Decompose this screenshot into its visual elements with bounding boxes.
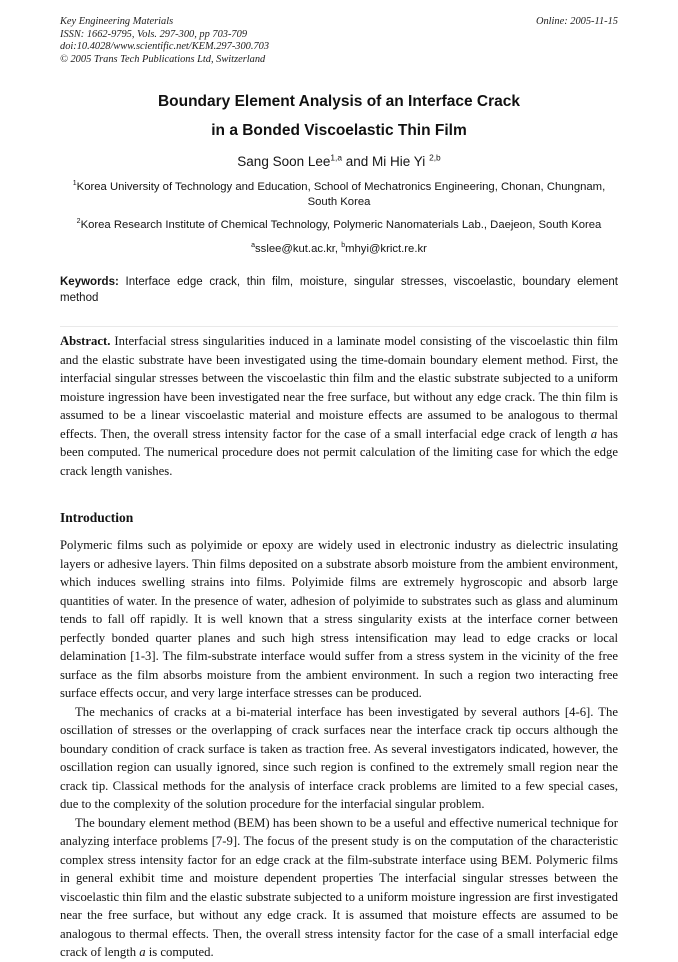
affiliation-1: $^1$Korea University of Technology and Education, School of Mechatronics Engineering, Chonan, Chungnam, South Korea <box>72 180 606 209</box>
journal-header-left <box>60 16 269 66</box>
abstract-paragraph <box>60 332 618 480</box>
intro-paragraph-1: Polymeric films such as polyimide or epoxy are widely used in electronic industry as dielectric insulating layers or adhesive layers. Thin films deposited on a substrate absorb moisture from the ambient environment, which induces swelling strains into films. Polyimide films are extremely hygroscopic and absorb large quantities of water. In the presence of water, adhesion of polyimide to substrates such as glass and aluminum tends to fall off rapidly. It is well known that a stress singularity exists at the interface corner between perfectly bonded quarter planes and such high stress intensification may lead to edge cracks or local delamination [1-3]. The film-substrate interface would suffer from a stress system in the vicinity of the free surface as the film absorbs moisture from the ambient environment. In such a region two interacting free surface effects occur, and very large interface stresses can be produced. <box>60 538 618 701</box>
authors-line: Sang Soon Lee$^{1,a}$ and Mi Hie Yi $^{2,b}$ <box>237 152 441 170</box>
online-date: Online: 2005-11-15 <box>535 16 618 27</box>
title-block <box>60 87 618 257</box>
keywords-text: Interface edge crack, thin film, moisture, singular stresses, viscoelastic, boundary element method <box>60 276 618 305</box>
journal-header <box>60 16 618 66</box>
affiliation-2: $^2$Korea Research Institute of Chemical Technology, Polymeric Nanomaterials Lab., Daejeon, South Korea <box>76 218 602 232</box>
emails-line: $^a$sslee@kut.ac.kr, $^b$mhyi@krict.re.kr <box>251 242 427 256</box>
journal-title: Key Engineering Materials <box>60 16 174 27</box>
copyright-line: © 2005 Trans Tech Publications Ltd, Switzerland <box>60 53 266 65</box>
paper-title-line1: Boundary Element Analysis of an Interface Crack <box>157 93 521 111</box>
separator-line <box>60 326 618 327</box>
keywords-label: Keywords: <box>60 276 119 289</box>
paper-title-line2: in a Bonded Viscoelastic Thin Film <box>211 122 467 140</box>
abstract-label: Abstract. <box>60 334 111 349</box>
doi-line: doi:10.4028/www.scientific.net/KEM.297-300.703 <box>60 41 270 53</box>
section-heading-introduction: Introduction <box>60 510 134 526</box>
intro-paragraph-3: The boundary element method (BEM) has been shown to be a useful and effective numerical technique for analyzing interface problems [7-9]. The focus of the present study is on the computation of the characteristic complex stress intensity factor for an edge crack at the film-substrate interface using BEM. Polymeric films in general exhibit time and moisture dependent properties The interfacial singular stresses between the viscoelastic thin film and the elastic substrate subjected to a uniform moisture ingression are first investigated near the free surface, but without any edge crack. It is assumed that moisture effects are assumed to be analogous to thermal effects. Then, the overall stress intensity factor for the case of a small interfacial edge crack of length a is computed. <box>60 815 618 960</box>
intro-paragraph-2: The mechanics of cracks at a bi-material interface has been investigated by several authors [4-6]. The oscillation of stresses or the overlapping of crack surfaces near the interface crack tip occurs although the boundary condition of crack surface is taken as traction free. As several investigators indicated, however, the oscillation region can usually ignored, since such region is confined to the extremely small region near the crack tip. Classical methods for the analysis of interface crack problems are limited to a few special cases, due to the complexity of the solution procedure for the interfacial singular problem. <box>60 704 618 812</box>
abstract-text: Interfacial stress singularities induced in a laminate model consisting of the viscoelastic thin film and the elastic substrate have been investigated using the time-domain boundary element method. First, the interfacial singular stresses between the viscoelastic thin film and the elastic substrate subjected to a uniform moisture ingression have been investigated near the free surface, but without any edge crack. The thin film is assumed to be a linear viscoelastic material and moisture effects are assumed to be analogous to thermal effects. Then, the overall stress intensity factor for the case of a small interfacial edge crack of length a has been computed. The numerical procedure does not permit calculation of the limiting case for which the edge crack length vanishes. <box>60 334 618 478</box>
keywords-line <box>60 274 618 306</box>
paper-title <box>60 87 618 145</box>
issn-line: ISSN: 1662-9795, Vols. 297-300, pp 703-709 <box>60 28 248 40</box>
